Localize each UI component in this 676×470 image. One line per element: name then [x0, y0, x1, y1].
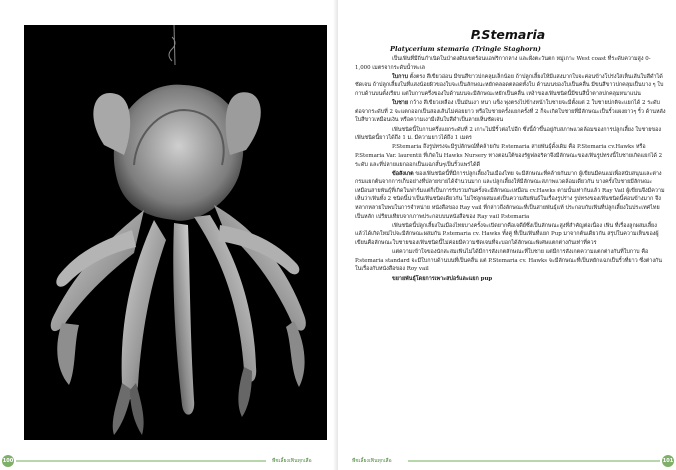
paragraph-heading: ใบชาย [392, 100, 409, 107]
article-body [355, 55, 666, 283]
staghorn-fern-photo [24, 25, 327, 440]
paragraph-heading: ใบกาบ [392, 73, 408, 80]
species-subtitle: Platycerium stemaria (Tringle Staghorn) [390, 45, 541, 53]
left-page-number: 100 [2, 455, 14, 467]
paragraph: ใบชาย กว้าง สีเขียวเหลือง เป็นมันเงา หนา แข็ง พุ่งตรงไปข้างหน้าใบชายจะมีตั้งแต่ 2 ใบชายปกติจะแยกได้ 2 ระดับ ต่อจากระดับที่ 2 จะแตกออกเป็นสองเส้นไม่ค่อยยาว หรือใบชายครั้งแยกครั้งที่ 2 ก็จะเกิดใบชายที่มีลักษณะเป็นริ้วแผงยาวๆ ริ้ว ด้านหลังใบสีขาวเหมือนเงิน หรือความเงามีเส้นใบสีดำเป็นลายเห็นชัดเจน [355, 100, 666, 124]
right-page [338, 0, 676, 470]
footer-running-title-right: พืชเลี้ยงเฟินทุกเสือ [352, 458, 392, 464]
paragraph: เฟินชนิดนี้ใบกาบครึ่งแยกระดับที่ 2 เกาะไม่มีริ้วต่อไปอีก ซึ่งนี้ถ้าขึ้นอยู่กับสภาพแวดล้อมของการปลูกเลี้ยง ใบชายของเฟินชนิดนี้ยาวได้ถึง 1 ม. มีความยาวได้ถึง 1 เมตร [355, 126, 662, 142]
footer-rule-right [408, 460, 660, 462]
paragraph-heading: ข้อสังเกต [392, 170, 414, 177]
footer-running-title-left: พืชเลี้ยงเฟินทุกเสือ [272, 458, 312, 464]
paragraph: เป็นเฟินที่มีถิ่นกำเนิดในป่าดงดิบเขตร้อนแอฟริกากลาง และฝั่งตะวันตก หมู่เกาะ West coast ที่ระดับความสูง 0-1,000 เมตรจากระดับน้ำทะเล [355, 56, 651, 71]
footer-rule-left [16, 460, 266, 462]
paragraph: ข้อสังเกต ของเฟินชนิดนี้ที่มีการปลูกเลี้ยงในเมืองไทย จะมีลักษณะที่คล้ายกันมาก ผู้เขียนมีคนแม่เพื่อสนับสนุนและต่างกรมแยกต้นจากการเก็บอย่างที่ปลายขายได้จำนวนมาก และปลูกเลี้ยงให้มีลักษณะสภาพแวดล้อมเดียวกัน บางครั้งใบชายมีลักษณะเหมือนสายพันธุ์ที่เกิดในฟาร์มแต่ก็เป็นการรับรวมกันครั้งจะมีลักษณะเหมือน cv.Hawks ตามนั้นเท่ากันแล้ว Ray Vail ผู้เขียนจึงมีความเห็นว่าเฟินทั้ง 2 ชนิดนี้น่าเป็นเฟินชนิดเดียวกัน ไม่ใช่ลูกผสมแต่เป็นความสัมพันธ์ในเรื่องรูปร่าง รูปทรงของเฟินชนิดนี้ค่อนข้างมาก จึงหลากหลายใบพบในการจำหน่าย หนังสือของ Ray vail ที่กล่าวถึงลักษณะที่เป็นสายพันธุ์แท้ ประกอบกับเฟินที่ปลูกเลี้ยงในประเทศไทยเป็นหลัก เปรียบเทียบจากภาพประกอบบนหนังสือของ Ray vail P.stemaria [355, 170, 665, 220]
fern-illustration [24, 25, 327, 440]
paragraph: ใบกาบ ตั้งตรง สีเขียวอ่อน มีขนสีขาวปกคลุมเล็กน้อย ถ้าปลูกเลี้ยงให้มีแสงมากใบจะค่อนข้างโปร่งใสเห็นเส้นใบสีดำได้ชัดเจน ถ้าปลูกเลี้ยงในที่แสงน้อยผิวของใบจะเป็นลักษณะหยักคลอดตลอดทั้งใบ ด้านบนของใบเป็นคลื่น มีขนสีขาวปกคลุมเป็นบาง ๆ ใบกาบด้านบนตั้งเรียบ แต่ใบกาบครึ่งของใบด้านบนจะมีลักษณะหยักเป็นคลื่น เหง้าของเฟินชนิดนี้มีขนสีน้ำตาลปกคลุมหนาแน่น [355, 73, 664, 97]
right-page-number: 101 [662, 455, 674, 467]
paragraph: P.Stemaria ถึงรูปทรงจะมีรูปลักษณ์ที่คล้ายกับ P.stemaria สายพันธุ์ดั้งเดิม คือ P.Stemaria cv.Hawks หรือ P.Stemaria Var. laurentii ที่เกิดใน Hawks Nursery ทางตอนใต้ของรัฐฟลอริดาจึงมีลักษณะของเฟินรูปทรงนี้ใบชายเกิดแยกได้ 2 ระดับ และที่ปลายแยกออกเป็นแฉกสั้นๆเป็นริ้วแพร่ได้ดี [355, 144, 663, 168]
paragraph: แต่ความเข้าใจของนักสะสมเฟินไม่ได้มีการสังเกตลักษณะที่ใบชาย แต่มีการสังเกตความแตกต่างกันที่ใบกาบ คือ P.stemaria standard จะมีใบกาบด้านบนที่เป็นคลื่น แต่ P.Stemaria cv. Hawks จะมีลักษณะที่เป็นหยักแฉกเป็นริ้วที่ยาว ซึ่งต่างกันในเรื่องกับหนังสือของ Roy vail [355, 249, 663, 273]
page-title: P.Stemaria [470, 27, 546, 42]
paragraph: เฟินชนิดนี้ปลูกเลี้ยงในเมืองไทยบางครั้งจะเปิดยากคือเจดีย์ซึ่งเป็นลักษณะสูงที่สำคัญต่อเนื่อง เฟิน ที่เรื่องลูกผสมเลี้ยงแล้วได้เกิดใหม่ไปจะมีลักษณะผสมกัน P.stemaria cv. Hawks ทั้งคู่ ที่เป็นเฟินที่แยก Pup มาจากต้นเดียวกัน สรุปในความเห็นของผู้เขียนคือลักษณะใบชายของเฟินชนิดนี้ไม่ค่อยมีความชัดเจนที่จะบอกได้ลักษณะพิเศษแตกต่างกันเท่าที่ควร [355, 222, 659, 247]
closing-line: ขยายพันธุ์โดยการเพาะสปอร์และแยก pup [392, 275, 493, 282]
page-footer [0, 455, 676, 467]
